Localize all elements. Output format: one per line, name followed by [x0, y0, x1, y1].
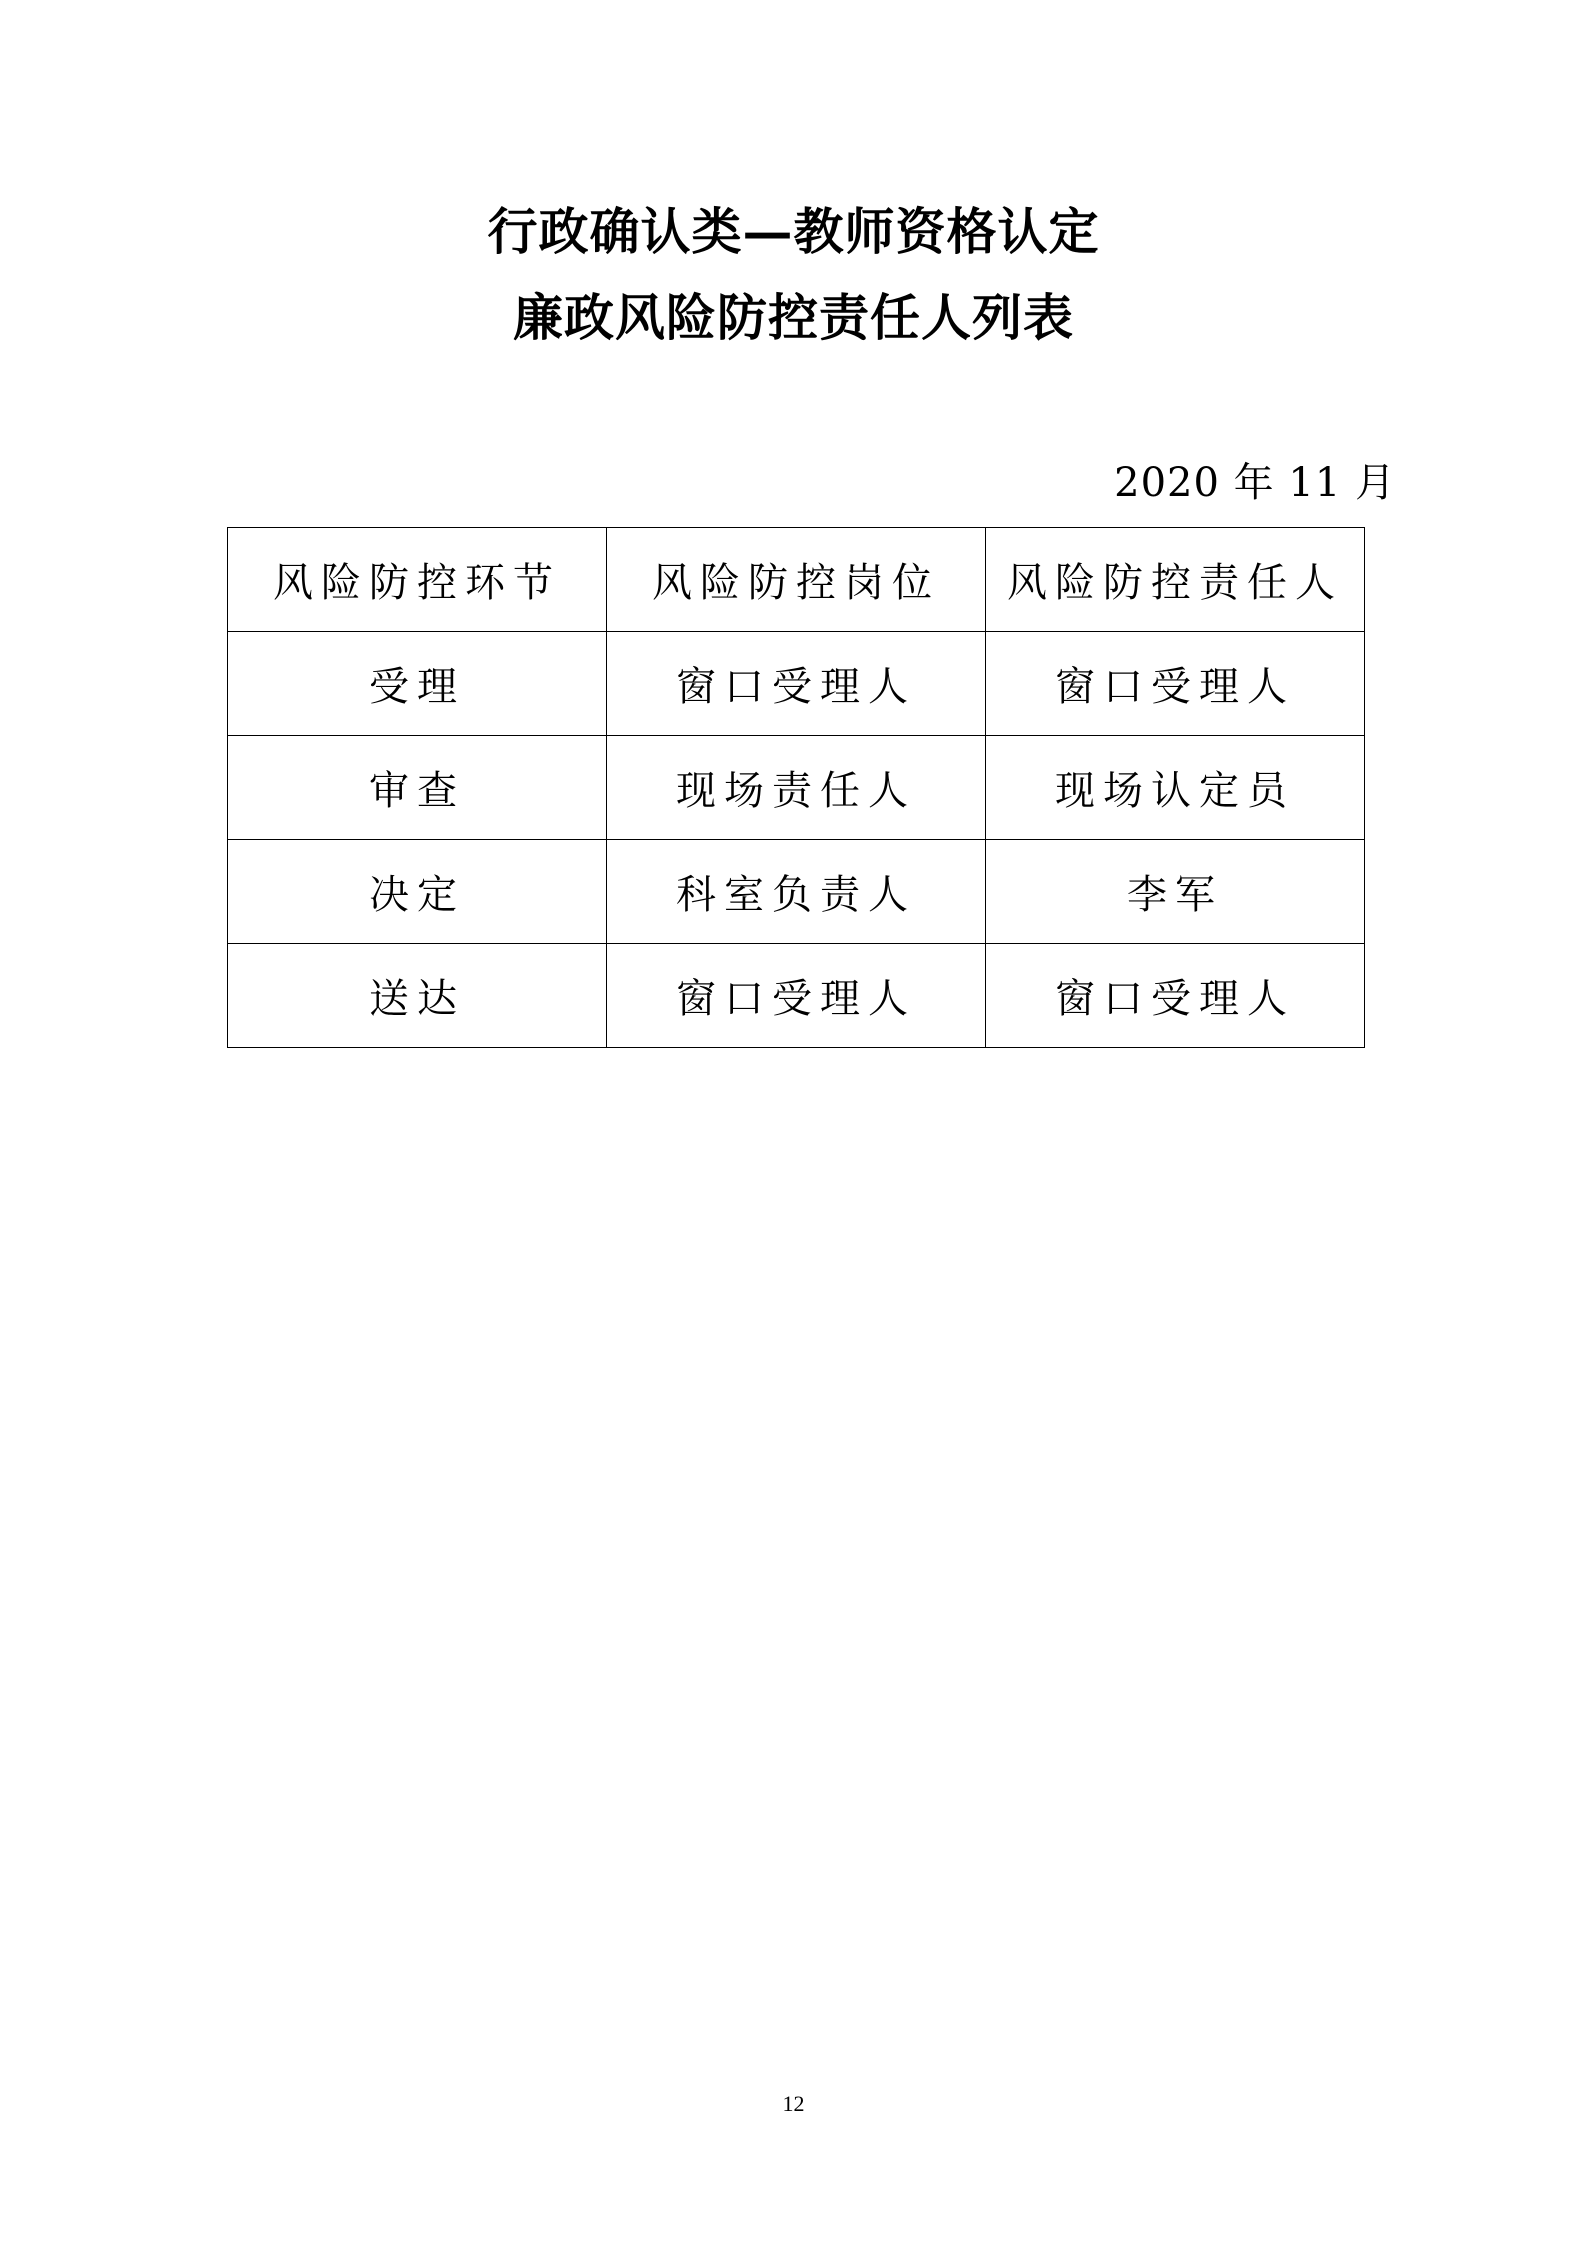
table-cell: 窗口受理人: [607, 632, 986, 736]
table-cell: 送达: [228, 944, 607, 1048]
table-cell: 科室负责人: [607, 840, 986, 944]
table-row: [228, 736, 1365, 840]
table-row: [228, 632, 1365, 736]
table-row: [228, 840, 1365, 944]
table-cell: 窗口受理人: [986, 944, 1365, 1048]
page-number: 12: [782, 2091, 805, 2116]
risk-control-table: [227, 527, 1365, 1048]
table-cell: 李军: [986, 840, 1365, 944]
header-risk-control-stage: 风险防控环节: [228, 528, 607, 632]
table-cell: 审查: [228, 736, 607, 840]
table-cell: 现场认定员: [986, 736, 1365, 840]
table-header-row: [228, 528, 1365, 632]
document-title-line-1: 行政确认类—教师资格认定: [487, 202, 1100, 261]
table-cell: 现场责任人: [607, 736, 986, 840]
table-cell: 窗口受理人: [607, 944, 986, 1048]
table-cell: 受理: [228, 632, 607, 736]
header-risk-control-person: 风险防控责任人: [986, 528, 1365, 632]
table-cell: 决定: [228, 840, 607, 944]
table-cell: 窗口受理人: [986, 632, 1365, 736]
document-date: 2020 年 11 月: [1114, 460, 1396, 506]
table-row: [228, 944, 1365, 1048]
header-risk-control-post: 风险防控岗位: [607, 528, 986, 632]
document-title-line-2: 廉政风险防控责任人列表: [513, 288, 1074, 347]
